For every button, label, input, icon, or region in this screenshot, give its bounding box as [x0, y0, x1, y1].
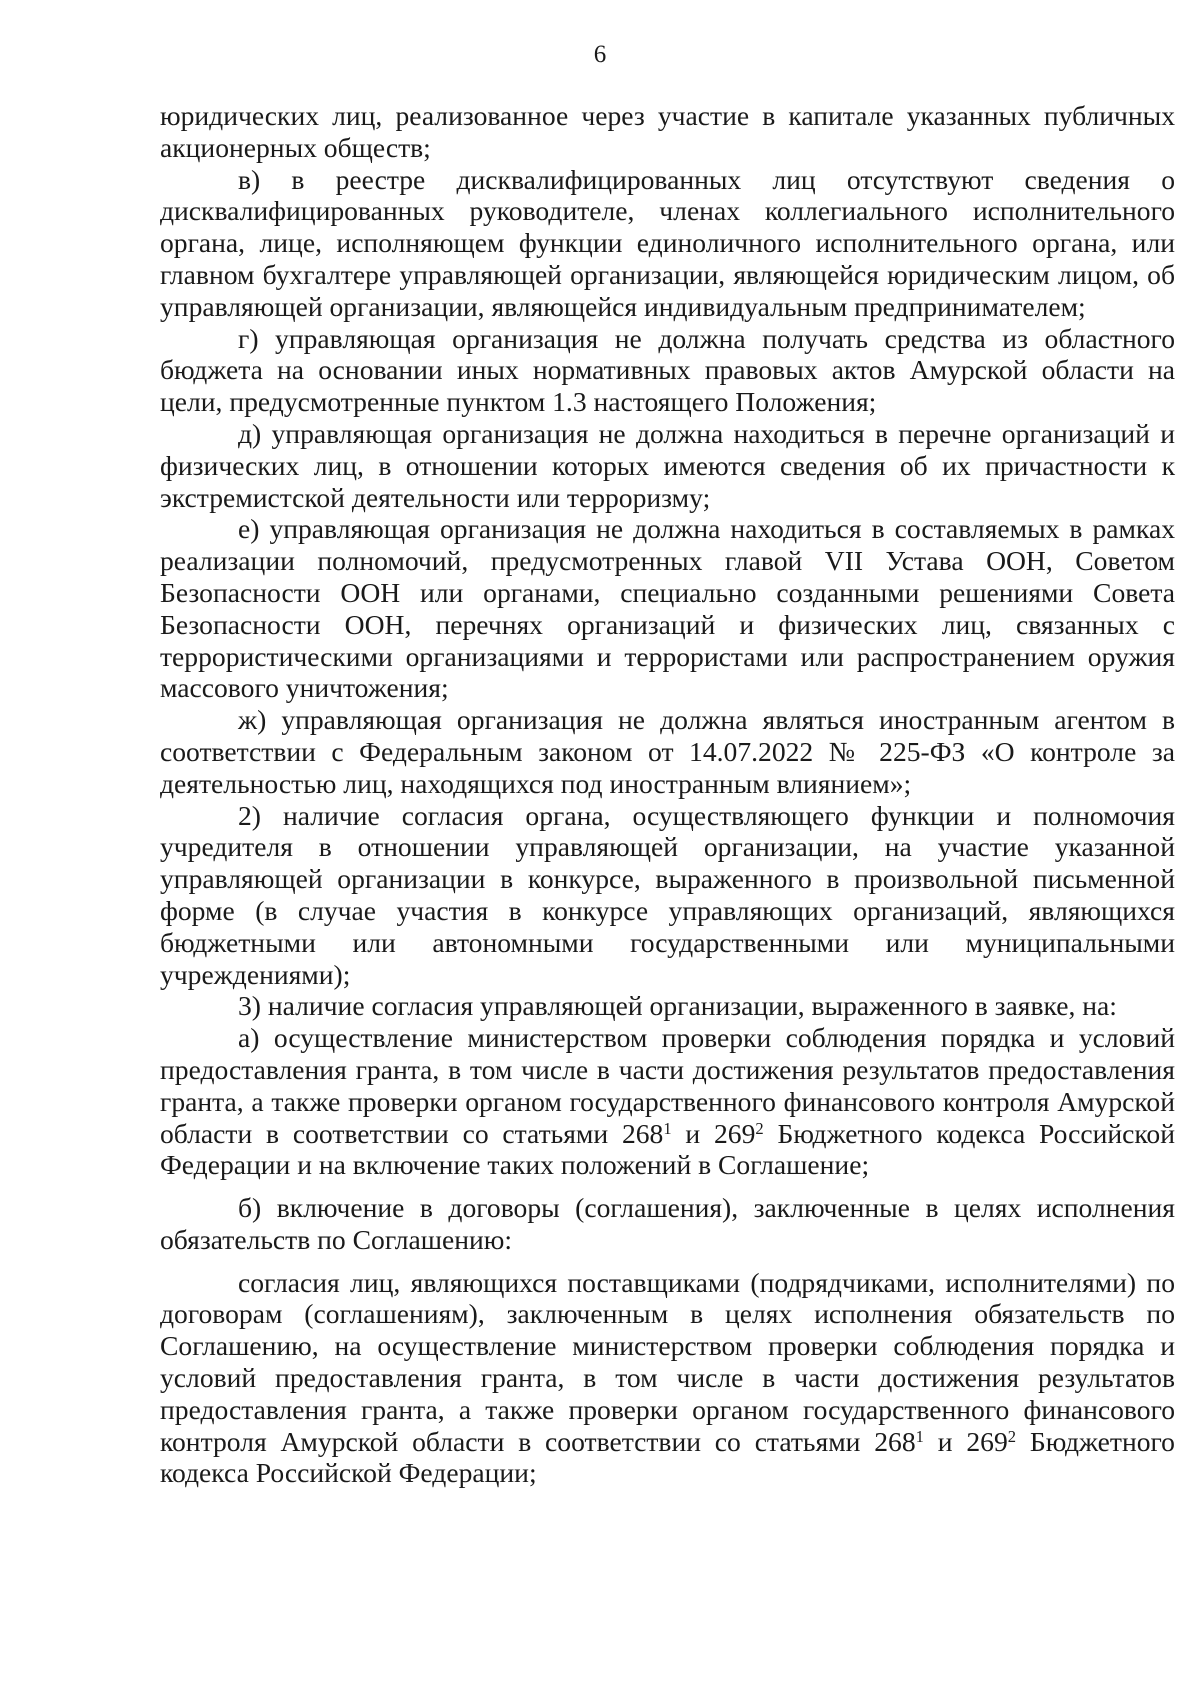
footnote-superscript: 2 — [755, 1118, 764, 1138]
paragraph-item-e: е) управляющая организация не должна находиться в составляемых в рамках реализации полномочий, предусмотренных главой VII Устава ООН, Советом Безопасности ООН или органами, специально созданными решениями Совета Безопасности ООН, перечнях организаций и физических лиц, связанных с террористическими организациями и террористами или распространением оружия массового уничтожения; — [160, 513, 1175, 704]
page-number: 6 — [593, 41, 607, 68]
paragraph-item-d: д) управляющая организация не должна находиться в перечне организаций и физических лиц, в отношении которых имеются сведения об их причастности к экстремистской деятельности или терроризму; — [160, 417, 1175, 513]
footnote-superscript: 2 — [1007, 1426, 1017, 1446]
paragraph-text-segment: а) осуществление министерством проверки соблюдения порядка и условий предоставления гранта, в том числе в части достижения результатов предоставления гранта, а также проверки органом государственного финансового контроля Амурской области в соответствии со статьями 268 — [160, 1022, 1175, 1149]
paragraph-item-3b: б) включение в договоры (соглашения), заключенные в целях исполнения обязательств по Соглашению: — [160, 1192, 1175, 1255]
paragraph-text-segment: и 269 — [923, 1425, 1008, 1457]
paragraph-item-zh: ж) управляющая организация не должна являться иностранным агентом в соответствии с Федеральным законом от 14.07.2022 № 225-ФЗ «О контроле за деятельностью лиц, находящихся под иностранным влиянием»; — [160, 704, 1175, 799]
paragraph-text-segment: и 269 — [671, 1117, 756, 1149]
footnote-superscript: 1 — [663, 1118, 672, 1138]
document-body — [160, 100, 1175, 1489]
paragraph-text-segment: Бюджетного кодекса Российской Федерации и на включение таких положений в Соглашение; — [160, 1117, 1175, 1181]
paragraph-text-segment: Бюджетного кодекса Российской Федерации; — [160, 1425, 1175, 1489]
paragraph-item-2: 2) наличие согласия органа, осуществляющего функции и полномочия учредителя в отношении управляющей организации, на участие указанной управляющей организации в конкурсе, выраженного в произвольной письменной форме (в случае участия в конкурсе управляющих организаций, являющихся бюджетными или автономными государственными или муниципальными учреждениями); — [160, 799, 1175, 990]
paragraph-intro-continuation: юридических лиц, реализованное через участие в капитале указанных публичных акционерных обществ; — [160, 100, 1175, 163]
paragraph-item-3: 3) наличие согласия управляющей организации, выраженного в заявке, на: — [238, 990, 1117, 1022]
paragraph-item-v: в) в реестре дисквалифицированных лиц отсутствуют сведения о дисквалифицированных руководителе, членах коллегиального исполнительного органа, лице, исполняющем функции единоличного исполнительного органа, или главном бухгалтере управляющей организации, являющейся юридическим лицом, об управляющей организации, являющейся индивидуальным предпринимателем; — [160, 163, 1175, 322]
paragraph-item-3a — [160, 1022, 1175, 1181]
paragraph-item-3b-consent — [160, 1267, 1175, 1490]
paragraph-text-segment: согласия лиц, являющихся поставщиками (подрядчиками, исполнителями) по договорам (соглашениям), заключенным в целях исполнения обязательств по Соглашению, на осуществление министерством проверки соблюдения порядка и условий предоставления гранта, в том числе в части достижения результатов предоставления гранта, а также проверки органом государственного финансового контроля Амурской области в соответствии со статьями 268 — [160, 1266, 1175, 1457]
footnote-superscript: 1 — [915, 1426, 924, 1446]
paragraph-item-g: г) управляющая организация не должна получать средства из областного бюджета на основании иных нормативных правовых актов Амурской области на цели, предусмотренные пунктом 1.3 настоящего Положения; — [160, 322, 1175, 418]
